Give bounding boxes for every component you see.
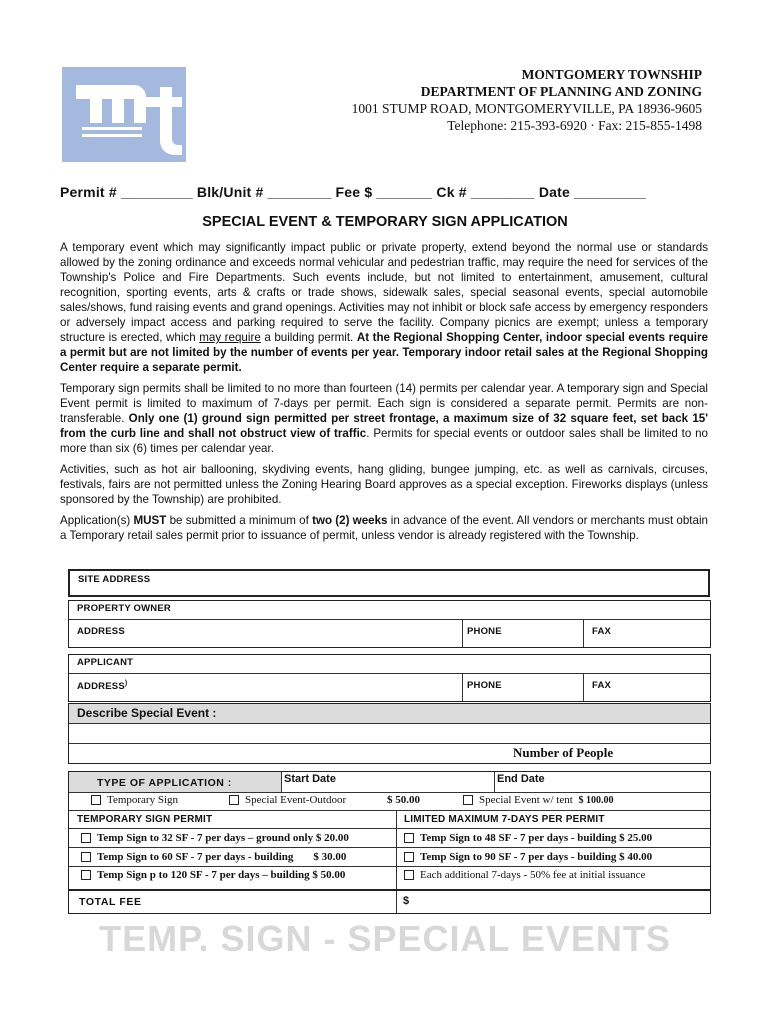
applicant-address-label: [77, 680, 127, 692]
watermark: TEMP. SIGN - SPECIAL EVENTS: [99, 918, 671, 959]
applicant-label: APPLICANT: [77, 657, 134, 668]
applicant-phone-field[interactable]: [463, 674, 583, 701]
temp-sign-60sf-option[interactable]: [81, 851, 346, 863]
applicant-address-field[interactable]: [69, 674, 462, 701]
temporary-sign-checkbox[interactable]: [91, 795, 101, 805]
site-address-label: SITE ADDRESS: [78, 574, 151, 585]
p4-text-b: be submitted a minimum of: [166, 514, 313, 527]
describe-event-block: [68, 703, 711, 764]
p4-text-a: Application(s): [60, 514, 134, 527]
p2-bold: Only one (1) ground sign permitted per street frontage, a maximum size of 32 square feet, set back 15' from the curb line and shall not obstruct view of traffic: [60, 412, 708, 440]
paragraph-4: [60, 513, 708, 543]
p4-must: MUST: [133, 514, 167, 527]
p1-underlined: may require: [199, 331, 261, 344]
p1-bold: At the Regional Shopping Center, indoor special events require a permit but are not limited by the number of events per year. Temporary indoor retail sales at the Regional Shopping Center require a separate permit.: [60, 331, 708, 374]
additional-days-text: Each additional 7-days - 50% fee at initial issuance: [420, 869, 646, 881]
applicant-fax-label: FAX: [592, 680, 612, 691]
owner-phone-field[interactable]: [463, 620, 583, 647]
instructions: [60, 240, 708, 549]
temp-sign-permit-heading: TEMPORARY SIGN PERMIT: [77, 814, 213, 825]
end-date-field[interactable]: [495, 772, 710, 792]
p1-text-a: A temporary event which may significantly impact public or private property, extend beyond the normal use or standards allowed by the zoning ordinance and exceeds normal vehicular and pedestrian traffic, may require the need for services of the Township's Police and Fire Departments. Such events include, but not limited to entertainment, amusement, cultural recognition, sporting events, arts & crafts or trade shows, sidewalk sales, special seasonal events, special automobile sales/shows, fund raising events and grand openings. Activities may not inhibit or block safe access by emergency responders or adversely impact access and parking required to serve the facility. Company picnics are exempt; unless a temporary structure is erected, which: [60, 241, 708, 344]
limited-max-heading: LIMITED MAXIMUM 7-DAYS PER PERMIT: [404, 814, 605, 825]
describe-event-header: [69, 704, 710, 723]
total-fee-dollar: $: [403, 895, 410, 907]
temp-sign-32sf-checkbox[interactable]: [81, 833, 91, 843]
p1-text-b: a building permit.: [260, 331, 357, 344]
end-date-label: End Date: [497, 773, 545, 785]
start-date-label: Start Date: [284, 773, 336, 785]
township-name: MONTGOMERY TOWNSHIP: [521, 67, 702, 82]
paragraph-2: [60, 381, 708, 456]
owner-address-label: ADDRESS: [77, 626, 125, 637]
additional-days-checkbox[interactable]: [404, 870, 414, 880]
paragraph-3: Activities, such as hot air ballooning, skydiving events, hang gliding, bungee jumping, etc. as well as carnivals, circuses, festivals, fairs are not permitted unless the Zoning Hearing Board approves as a special exception. Fireworks displays (unless sponsored by the Township) are prohibited.: [60, 463, 708, 506]
special-tent-checkbox[interactable]: [463, 795, 473, 805]
temp-sign-120sf-text: Temp Sign p to 120 SF - 7 per days – building: [97, 869, 310, 881]
special-tent-option[interactable]: [463, 794, 614, 806]
type-label: TYPE OF APPLICATION :: [97, 777, 232, 789]
applicant-fax-field[interactable]: [584, 674, 710, 701]
temp-sign-32sf-price: $ 20.00: [315, 832, 349, 844]
header-block: [352, 66, 702, 134]
special-tent-text: Special Event w/ tent: [479, 794, 573, 806]
temp-sign-120sf-option[interactable]: [81, 869, 345, 881]
describe-event-label: Describe Special Event :: [77, 706, 217, 720]
special-outdoor-checkbox[interactable]: [229, 795, 239, 805]
temp-sign-60sf-checkbox[interactable]: [81, 852, 91, 862]
describe-event-field-1[interactable]: [69, 724, 710, 743]
department-address: 1001 STUMP ROAD, MONTGOMERYVILLE, PA 18936-9605: [351, 101, 702, 116]
temp-sign-90sf-checkbox[interactable]: [404, 852, 414, 862]
start-date-field[interactable]: [282, 772, 494, 792]
special-outdoor-option[interactable]: [229, 794, 346, 806]
applicant-address-sup: ): [124, 680, 128, 687]
p2-text-a: Temporary sign permits shall be limited to no more than fourteen (14) permits per calendar year. A temporary sign and Special Event permit is limited to maximum of 7-days per permit. Each sign is considered a separate permit. Permits are non-transferable.: [60, 382, 708, 425]
applicant-block: [68, 654, 711, 702]
site-address-field[interactable]: [68, 569, 710, 597]
temporary-sign-text: Temporary Sign: [107, 794, 179, 806]
property-owner-block: [68, 600, 711, 648]
owner-fax-field[interactable]: [584, 620, 710, 647]
temp-sign-48sf-checkbox[interactable]: [404, 833, 414, 843]
temporary-sign-option[interactable]: [91, 794, 178, 806]
temp-sign-120sf-price: $ 50.00: [312, 869, 346, 881]
department-name: DEPARTMENT OF PLANNING AND ZONING: [420, 84, 702, 99]
permit-line: Permit # _________ Blk/Unit # ________ Fee $ _______ Ck # ________ Date _________: [60, 184, 646, 200]
temp-sign-32sf-option[interactable]: [81, 832, 349, 844]
owner-address-field[interactable]: [69, 620, 462, 647]
owner-fax-label: FAX: [592, 626, 612, 637]
temp-sign-90sf-option[interactable]: [404, 851, 652, 863]
special-tent-price: $ 100.00: [578, 795, 614, 806]
total-fee-field[interactable]: [397, 891, 710, 913]
department-contact: Telephone: 215-393-6920 · Fax: 215-855-1498: [447, 118, 702, 133]
total-fee-label: TOTAL FEE: [79, 896, 142, 908]
temp-sign-32sf-text: Temp Sign to 32 SF - 7 per days – ground only: [97, 832, 314, 844]
total-fee-row: [68, 890, 711, 914]
applicant-address-text: ADDRESS: [77, 681, 125, 693]
temp-sign-48sf-text: Temp Sign to 48 SF - 7 per days - building $ 25.00: [420, 832, 653, 844]
type-label-cell: [69, 772, 281, 792]
temp-sign-48sf-option[interactable]: [404, 832, 652, 844]
p4-weeks: two (2) weeks: [312, 514, 388, 527]
temp-sign-90sf-text: Temp Sign to 90 SF - 7 per days - building $ 40.00: [420, 851, 653, 863]
applicant-phone-label: PHONE: [467, 680, 502, 691]
number-of-people-label: Number of People: [513, 745, 614, 760]
paragraph-1: [60, 240, 708, 375]
temp-sign-60sf-price: $ 30.00: [313, 851, 347, 863]
special-outdoor-price: $ 50.00: [387, 794, 420, 806]
application-type-table: [68, 771, 711, 890]
property-owner-label: PROPERTY OWNER: [77, 603, 171, 614]
temp-sign-60sf-text: Temp Sign to 60 SF - 7 per days - building: [97, 851, 294, 863]
owner-phone-label: PHONE: [467, 626, 502, 637]
number-of-people-field[interactable]: [69, 744, 710, 763]
p4-text-c: in advance of the event. All vendors or merchants must obtain a Temporary retail sales permit prior to issuance of permit, unless vendor is already registered with the Township.: [60, 514, 708, 542]
township-logo: [62, 67, 186, 162]
temp-sign-120sf-checkbox[interactable]: [81, 870, 91, 880]
p2-text-b: . Permits for special events or outdoor sales shall be limited to no more than six (6) times per calendar year.: [60, 427, 708, 455]
additional-days-option[interactable]: [404, 869, 645, 881]
special-outdoor-text: Special Event-Outdoor: [245, 794, 347, 806]
form-title: SPECIAL EVENT & TEMPORARY SIGN APPLICATION: [202, 214, 568, 230]
